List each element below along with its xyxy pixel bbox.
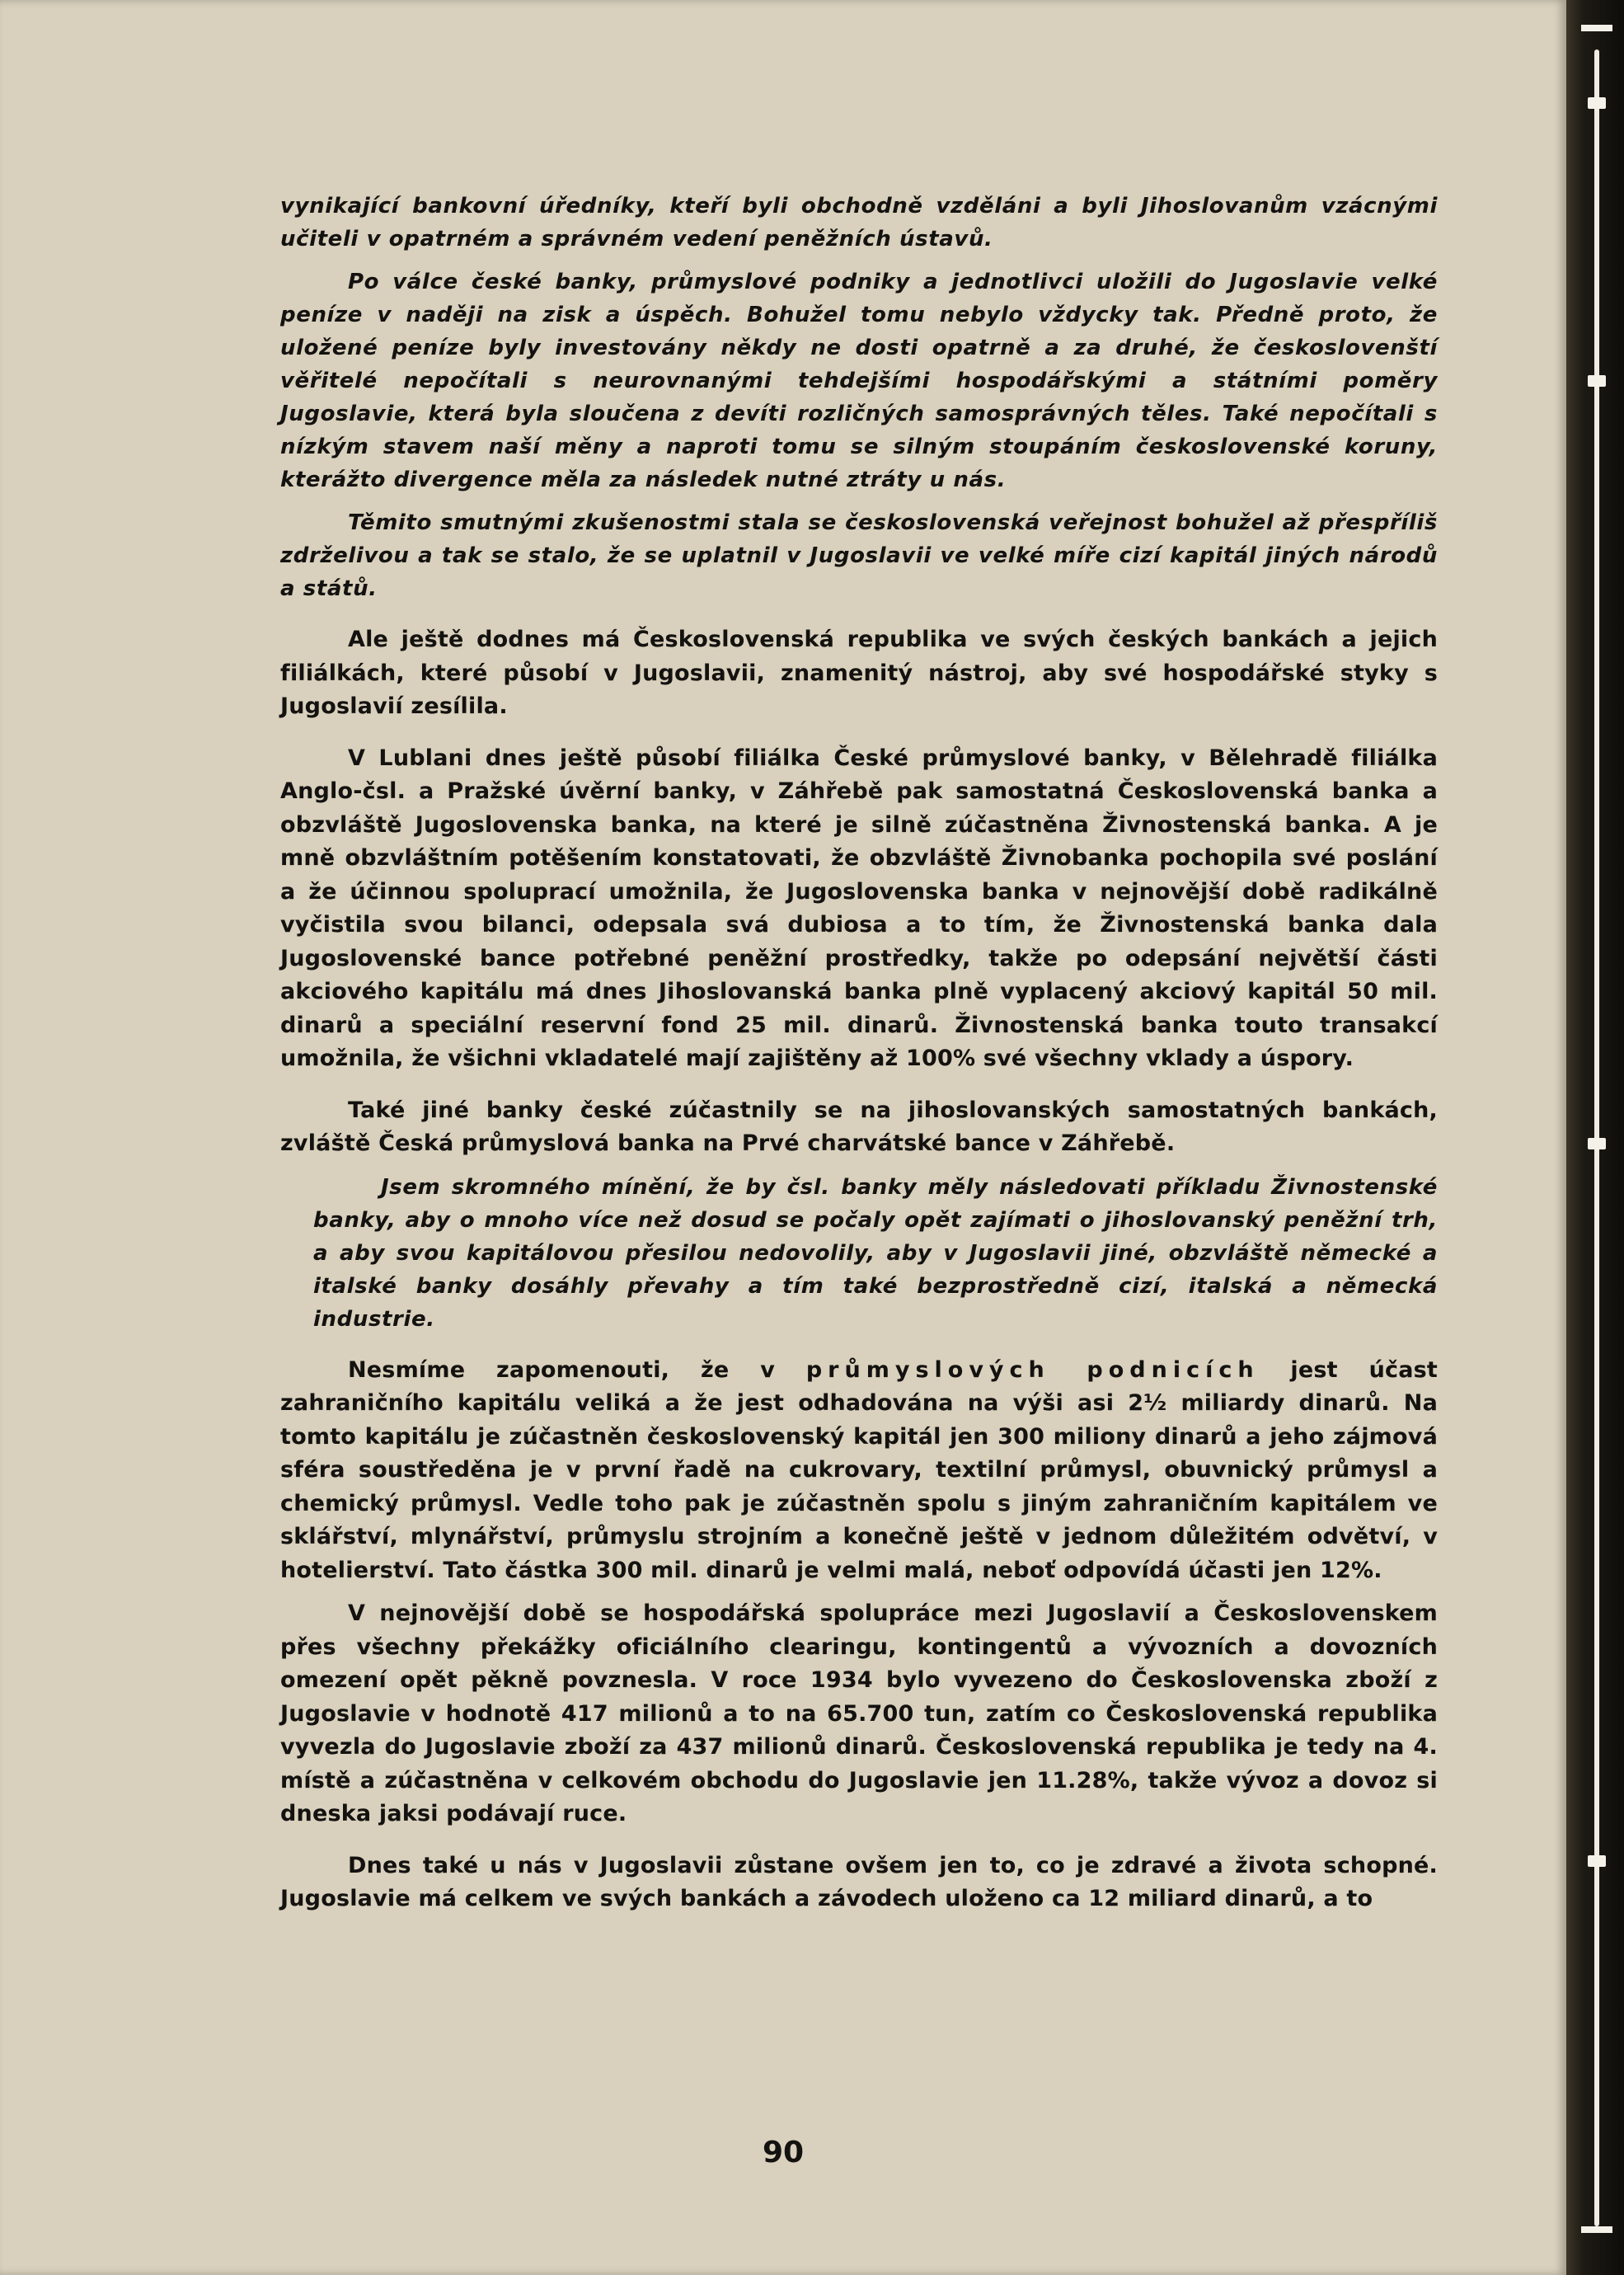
- paragraph-1: vynikající bankovní úředníky, kteří byli obchodně vzděláni a byli Jihoslovanům vzácnými učiteli v opatrném a správném vedení peněžních ústavů.: [280, 194, 1438, 251]
- binding-clip-1: [1588, 97, 1606, 109]
- paragraph-10: Dnes také u nás v Jugoslavii zůstane ovšem jen to, co je zdravé a života schopné. Jugoslavie má celkem ve svých bankách a závodech uloženo ca 12 miliard dinarů, a to: [280, 1852, 1438, 1911]
- binding-clip-4: [1588, 1855, 1606, 1867]
- binding-clip-2: [1588, 375, 1606, 387]
- paragraph-9: V nejnovější době se hospodářská spolupráce mezi Jugoslavií a Československem přes všechny překážky oficiálního clearingu, kontingentů a vývozních a dovozních omezení opět pěkně povznesla. V roce 1934 bylo vyvezeno do Československa zboží z Jugoslavie v hodnotě 417 milionů a to na 65.700 tun, zatím co Československá republika vyvezla do Jugoslavie zboží za 437 milionů dinarů. Československá republika je tedy na 4. místě a zúčastněna v celkovém obchodu do Jugoslavie jen 11.28%, takže vývoz a dovoz si dneska jaksi podávají ruce.: [280, 1600, 1438, 1826]
- paragraph-8-spaced-emphasis: průmyslových podnicích: [805, 1356, 1260, 1383]
- book-binding-edge: [1566, 0, 1624, 2275]
- paragraph-8: [280, 1354, 1438, 1588]
- paragraph-3: Těmito smutnými zkušenostmi stala se československá veřejnost bohužel až přespříliš zdrželivou a tak se stalo, že se uplatnil v Jugoslavii ve velké míře cizí kapitál jiných národů a států.: [280, 510, 1438, 601]
- page-number: 90: [762, 2136, 805, 2169]
- paragraph-5: V Lublani dnes ještě působí filiálka České průmyslové banky, v Bělehradě filiálka Anglo-čsl. a Pražské úvěrní banky, v Záhřebě pak samostatná Československá banka a obzvláště Jugoslovenska banka, na které je silně zúčastněna Živnostenská banka. A je mně obzvláštním potěšením konstatovati, že obzvláště Živnobanka pochopila své poslání a že účinnou spoluprací umožnila, že Jugoslovenska banka v nejnovější době radikálně vyčistila svou bilanci, odepsala svá dubiosa a to tím, že Živnostenská banka dala Jugoslovenské bance potřebné peněžní prostředky, takže po odepsání největší části akciového kapitálu má dnes Jihoslovanská banka plně vyplacený akciový kapitál 50 mil. dinarů a speciální reservní fond 25 mil. dinarů. Živnostenská banka touto transakcí umožnila, že všichni vkladatelé mají zajištěny až 100% své všechny vklady a úspory.: [280, 745, 1438, 1071]
- binding-clip-3: [1588, 1138, 1606, 1149]
- paragraph-6: Také jiné banky české zúčastnily se na jihoslovanských samostatných bankách, zvláště Česká průmyslová banka na Prvé charvátské bance v Záhřebě.: [280, 1097, 1438, 1156]
- binding-cap-bottom: [1581, 2226, 1612, 2233]
- body-text: [280, 190, 1438, 1916]
- paragraph-8-start: Nesmíme zapomenouti, že v: [348, 1356, 806, 1383]
- binding-cap-top: [1581, 25, 1612, 31]
- paragraph-7: Jsem skromného mínění, že by čsl. banky měly následovati příkladu Živnostenské banky, aby o mnoho více než dosud se počaly opět zajímati o jihoslovanský peněžní trh, a aby svou kapitálovou přesilou nedovolily, aby v Jugoslavii jiné, obzvláště německé a italské banky dosáhly převahy a tím také bezprostředně cizí, italská a německá industrie.: [313, 1174, 1438, 1332]
- paragraph-4: Ale ještě dodnes má Československá republika ve svých českých bankách a jejich filiálkách, které působí v Jugoslavii, znamenitý nástroj, aby své hospodářské styky s Jugoslavií zesílila.: [280, 627, 1438, 719]
- paragraph-8-end: jest účast zahraničního kapitálu veliká a že jest odhadována na výši asi 2½ miliardy dinarů. Na tomto kapitálu je zúčastněn československý kapitál jen 300 miliony dinarů a jeho zájmová sféra soustředěna je v první řadě na cukrovary, textilní průmysl, obuvnický průmysl a chemický průmysl. Vedle toho pak je zúčastněn spolu s jiným zahraničním kapitálem ve sklářství, mlynářství, průmyslu strojním a konečně ještě v jednom důležitém odvětví, v hotelierství. Tato částka 300 mil. dinarů je velmi malá, neboť odpovídá účasti jen 12%.: [280, 1356, 1438, 1583]
- paragraph-2: Po válce české banky, průmyslové podniky a jednotlivci uložili do Jugoslavie velké peníze v naději na zisk a úspěch. Bohužel tomu nebylo vždycky tak. Předně proto, že uložené peníze byly investovány někdy ne dosti opatrně a za druhé, že českoslovenští věřitelé nepočítali s neurovnanými tehdejšími hospodářskými a státními poměry Jugoslavie, která byla sloučena z devíti rozličných samosprávných těles. Také nepočítali s nízkým stavem naší měny a naproti tomu se silným stoupáním československé koruny, kterážto divergence měla za následek nutné ztráty u nás.: [280, 270, 1438, 492]
